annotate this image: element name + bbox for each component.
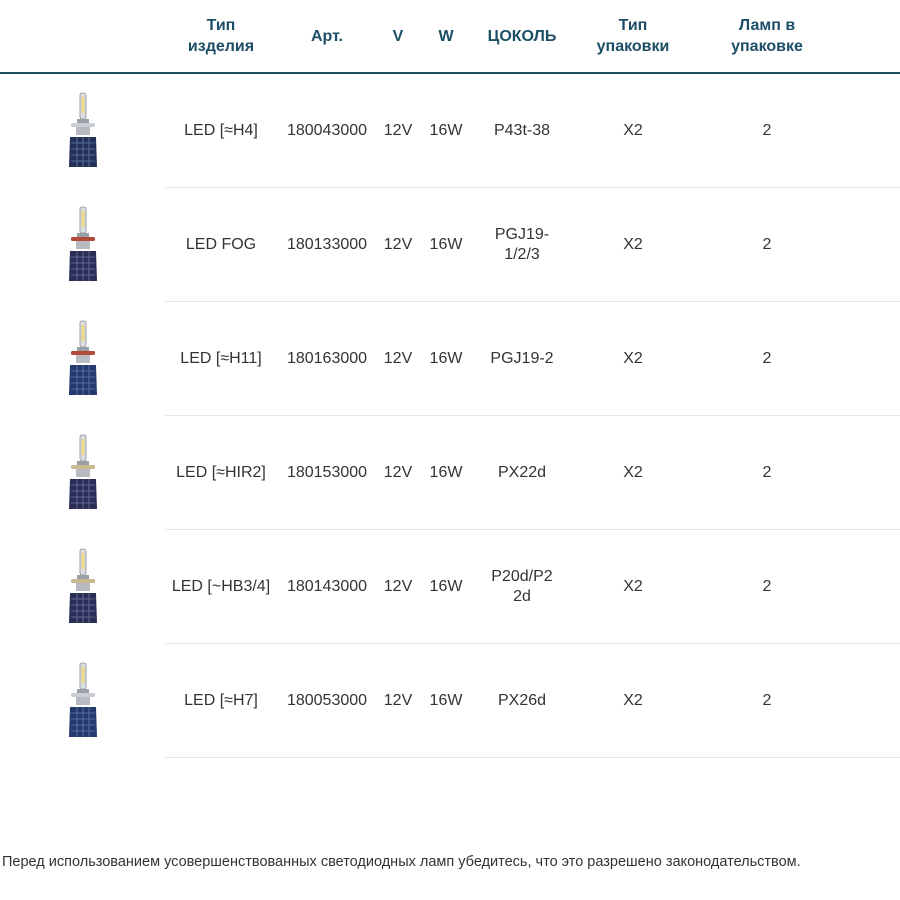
cell-wattage bbox=[424, 188, 468, 302]
product-image bbox=[45, 188, 120, 302]
led-bulb-icon bbox=[65, 661, 101, 741]
cell-type-text: LED [~HB3/4] bbox=[171, 578, 271, 595]
cell-wattage-text: 16W bbox=[429, 236, 463, 253]
cell-pack-type bbox=[590, 188, 676, 302]
cell-art-text: 180053000 bbox=[286, 692, 368, 709]
cell-lamps-per-pack bbox=[722, 302, 812, 416]
row-divider bbox=[165, 757, 900, 758]
cell-type bbox=[165, 416, 277, 530]
cell-voltage-text: 12V bbox=[383, 236, 413, 253]
cell-art bbox=[282, 188, 372, 302]
header-pack-type: Тип упаковки bbox=[596, 17, 670, 55]
cell-socket-text: PX22d bbox=[497, 464, 547, 481]
cell-socket bbox=[476, 302, 568, 416]
table-row bbox=[0, 188, 900, 302]
cell-pack-type-text: X2 bbox=[623, 464, 643, 481]
cell-pack-type-text: X2 bbox=[623, 350, 643, 367]
cell-art bbox=[282, 74, 372, 188]
cell-voltage bbox=[378, 644, 418, 758]
cell-socket-text: P20d/P22d bbox=[491, 568, 553, 605]
cell-wattage bbox=[424, 416, 468, 530]
cell-lamps-per-pack bbox=[722, 530, 812, 644]
cell-wattage-text: 16W bbox=[429, 692, 463, 709]
cell-wattage bbox=[424, 530, 468, 644]
led-bulb-icon bbox=[65, 433, 101, 513]
cell-lamps-per-pack-text: 2 bbox=[762, 236, 772, 253]
table-row bbox=[0, 74, 900, 188]
header-art: Арт. bbox=[311, 27, 343, 45]
cell-art-text: 180163000 bbox=[286, 350, 368, 367]
cell-pack-type-text: X2 bbox=[623, 578, 643, 595]
cell-art bbox=[282, 302, 372, 416]
cell-wattage bbox=[424, 74, 468, 188]
led-bulb-icon bbox=[65, 205, 101, 285]
cell-art bbox=[282, 416, 372, 530]
cell-pack-type bbox=[590, 416, 676, 530]
cell-type-text: LED [≈H11] bbox=[180, 350, 262, 367]
cell-art bbox=[282, 530, 372, 644]
cell-type bbox=[165, 302, 277, 416]
cell-pack-type bbox=[590, 644, 676, 758]
cell-socket-text: PGJ19-1/2/3 bbox=[494, 226, 550, 263]
cell-wattage-text: 16W bbox=[429, 350, 463, 367]
header-voltage: V bbox=[392, 27, 404, 45]
cell-lamps-per-pack bbox=[722, 416, 812, 530]
cell-voltage-text: 12V bbox=[383, 350, 413, 367]
table-row bbox=[0, 530, 900, 644]
cell-lamps-per-pack-text: 2 bbox=[762, 122, 772, 139]
product-image bbox=[45, 74, 120, 188]
cell-wattage bbox=[424, 302, 468, 416]
cell-pack-type-text: X2 bbox=[623, 122, 643, 139]
table-row bbox=[0, 416, 900, 530]
cell-wattage bbox=[424, 644, 468, 758]
cell-pack-type-text: X2 bbox=[623, 236, 643, 253]
cell-art bbox=[282, 644, 372, 758]
cell-voltage bbox=[378, 302, 418, 416]
header-socket: ЦОКОЛЬ bbox=[487, 27, 557, 45]
cell-wattage-text: 16W bbox=[429, 578, 463, 595]
cell-lamps-per-pack bbox=[722, 644, 812, 758]
cell-type bbox=[165, 74, 277, 188]
cell-pack-type bbox=[590, 530, 676, 644]
led-bulb-icon bbox=[65, 547, 101, 627]
cell-socket-text: P43t-38 bbox=[493, 122, 551, 139]
cell-wattage-text: 16W bbox=[429, 122, 463, 139]
cell-socket bbox=[476, 416, 568, 530]
header-wattage: W bbox=[438, 27, 454, 45]
cell-socket-text: PX26d bbox=[497, 692, 547, 709]
cell-socket bbox=[476, 644, 568, 758]
cell-socket bbox=[476, 530, 568, 644]
cell-wattage-text: 16W bbox=[429, 464, 463, 481]
cell-lamps-per-pack-text: 2 bbox=[762, 350, 772, 367]
legal-footnote: Перед использованием усовершенствованных светодиодных ламп убедитесь, что это разрешено законодательством. bbox=[2, 854, 801, 870]
cell-socket bbox=[476, 188, 568, 302]
cell-lamps-per-pack bbox=[722, 188, 812, 302]
cell-voltage bbox=[378, 188, 418, 302]
header-lamps-per-pack: Ламп в упаковке bbox=[731, 17, 803, 55]
cell-socket bbox=[476, 74, 568, 188]
cell-socket-text: PGJ19-2 bbox=[490, 350, 554, 367]
table-row bbox=[0, 302, 900, 416]
cell-lamps-per-pack-text: 2 bbox=[762, 578, 772, 595]
cell-lamps-per-pack-text: 2 bbox=[762, 692, 772, 709]
cell-type-text: LED FOG bbox=[185, 236, 257, 253]
product-image bbox=[45, 644, 120, 758]
led-bulb-icon bbox=[65, 319, 101, 399]
cell-art-text: 180153000 bbox=[286, 464, 368, 481]
product-image bbox=[45, 302, 120, 416]
cell-type bbox=[165, 188, 277, 302]
cell-type bbox=[165, 530, 277, 644]
cell-type-text: LED [≈HIR2] bbox=[176, 464, 266, 481]
cell-type-text: LED [≈H4] bbox=[184, 122, 258, 139]
cell-lamps-per-pack-text: 2 bbox=[762, 464, 772, 481]
cell-art-text: 180043000 bbox=[286, 122, 368, 139]
cell-voltage-text: 12V bbox=[383, 578, 413, 595]
product-image bbox=[45, 416, 120, 530]
cell-voltage-text: 12V bbox=[383, 464, 413, 481]
cell-voltage-text: 12V bbox=[383, 692, 413, 709]
product-image bbox=[45, 530, 120, 644]
led-bulb-icon bbox=[65, 91, 101, 171]
cell-art-text: 180133000 bbox=[286, 236, 368, 253]
cell-type-text: LED [≈H7] bbox=[184, 692, 258, 709]
table-header bbox=[0, 0, 900, 74]
header-type: Тип изделия bbox=[187, 17, 255, 55]
cell-art-text: 180143000 bbox=[286, 578, 368, 595]
cell-voltage bbox=[378, 530, 418, 644]
cell-lamps-per-pack bbox=[722, 74, 812, 188]
cell-voltage bbox=[378, 74, 418, 188]
cell-pack-type-text: X2 bbox=[623, 692, 643, 709]
cell-type bbox=[165, 644, 277, 758]
cell-pack-type bbox=[590, 74, 676, 188]
cell-voltage bbox=[378, 416, 418, 530]
cell-voltage-text: 12V bbox=[383, 122, 413, 139]
table-row bbox=[0, 644, 900, 758]
cell-pack-type bbox=[590, 302, 676, 416]
